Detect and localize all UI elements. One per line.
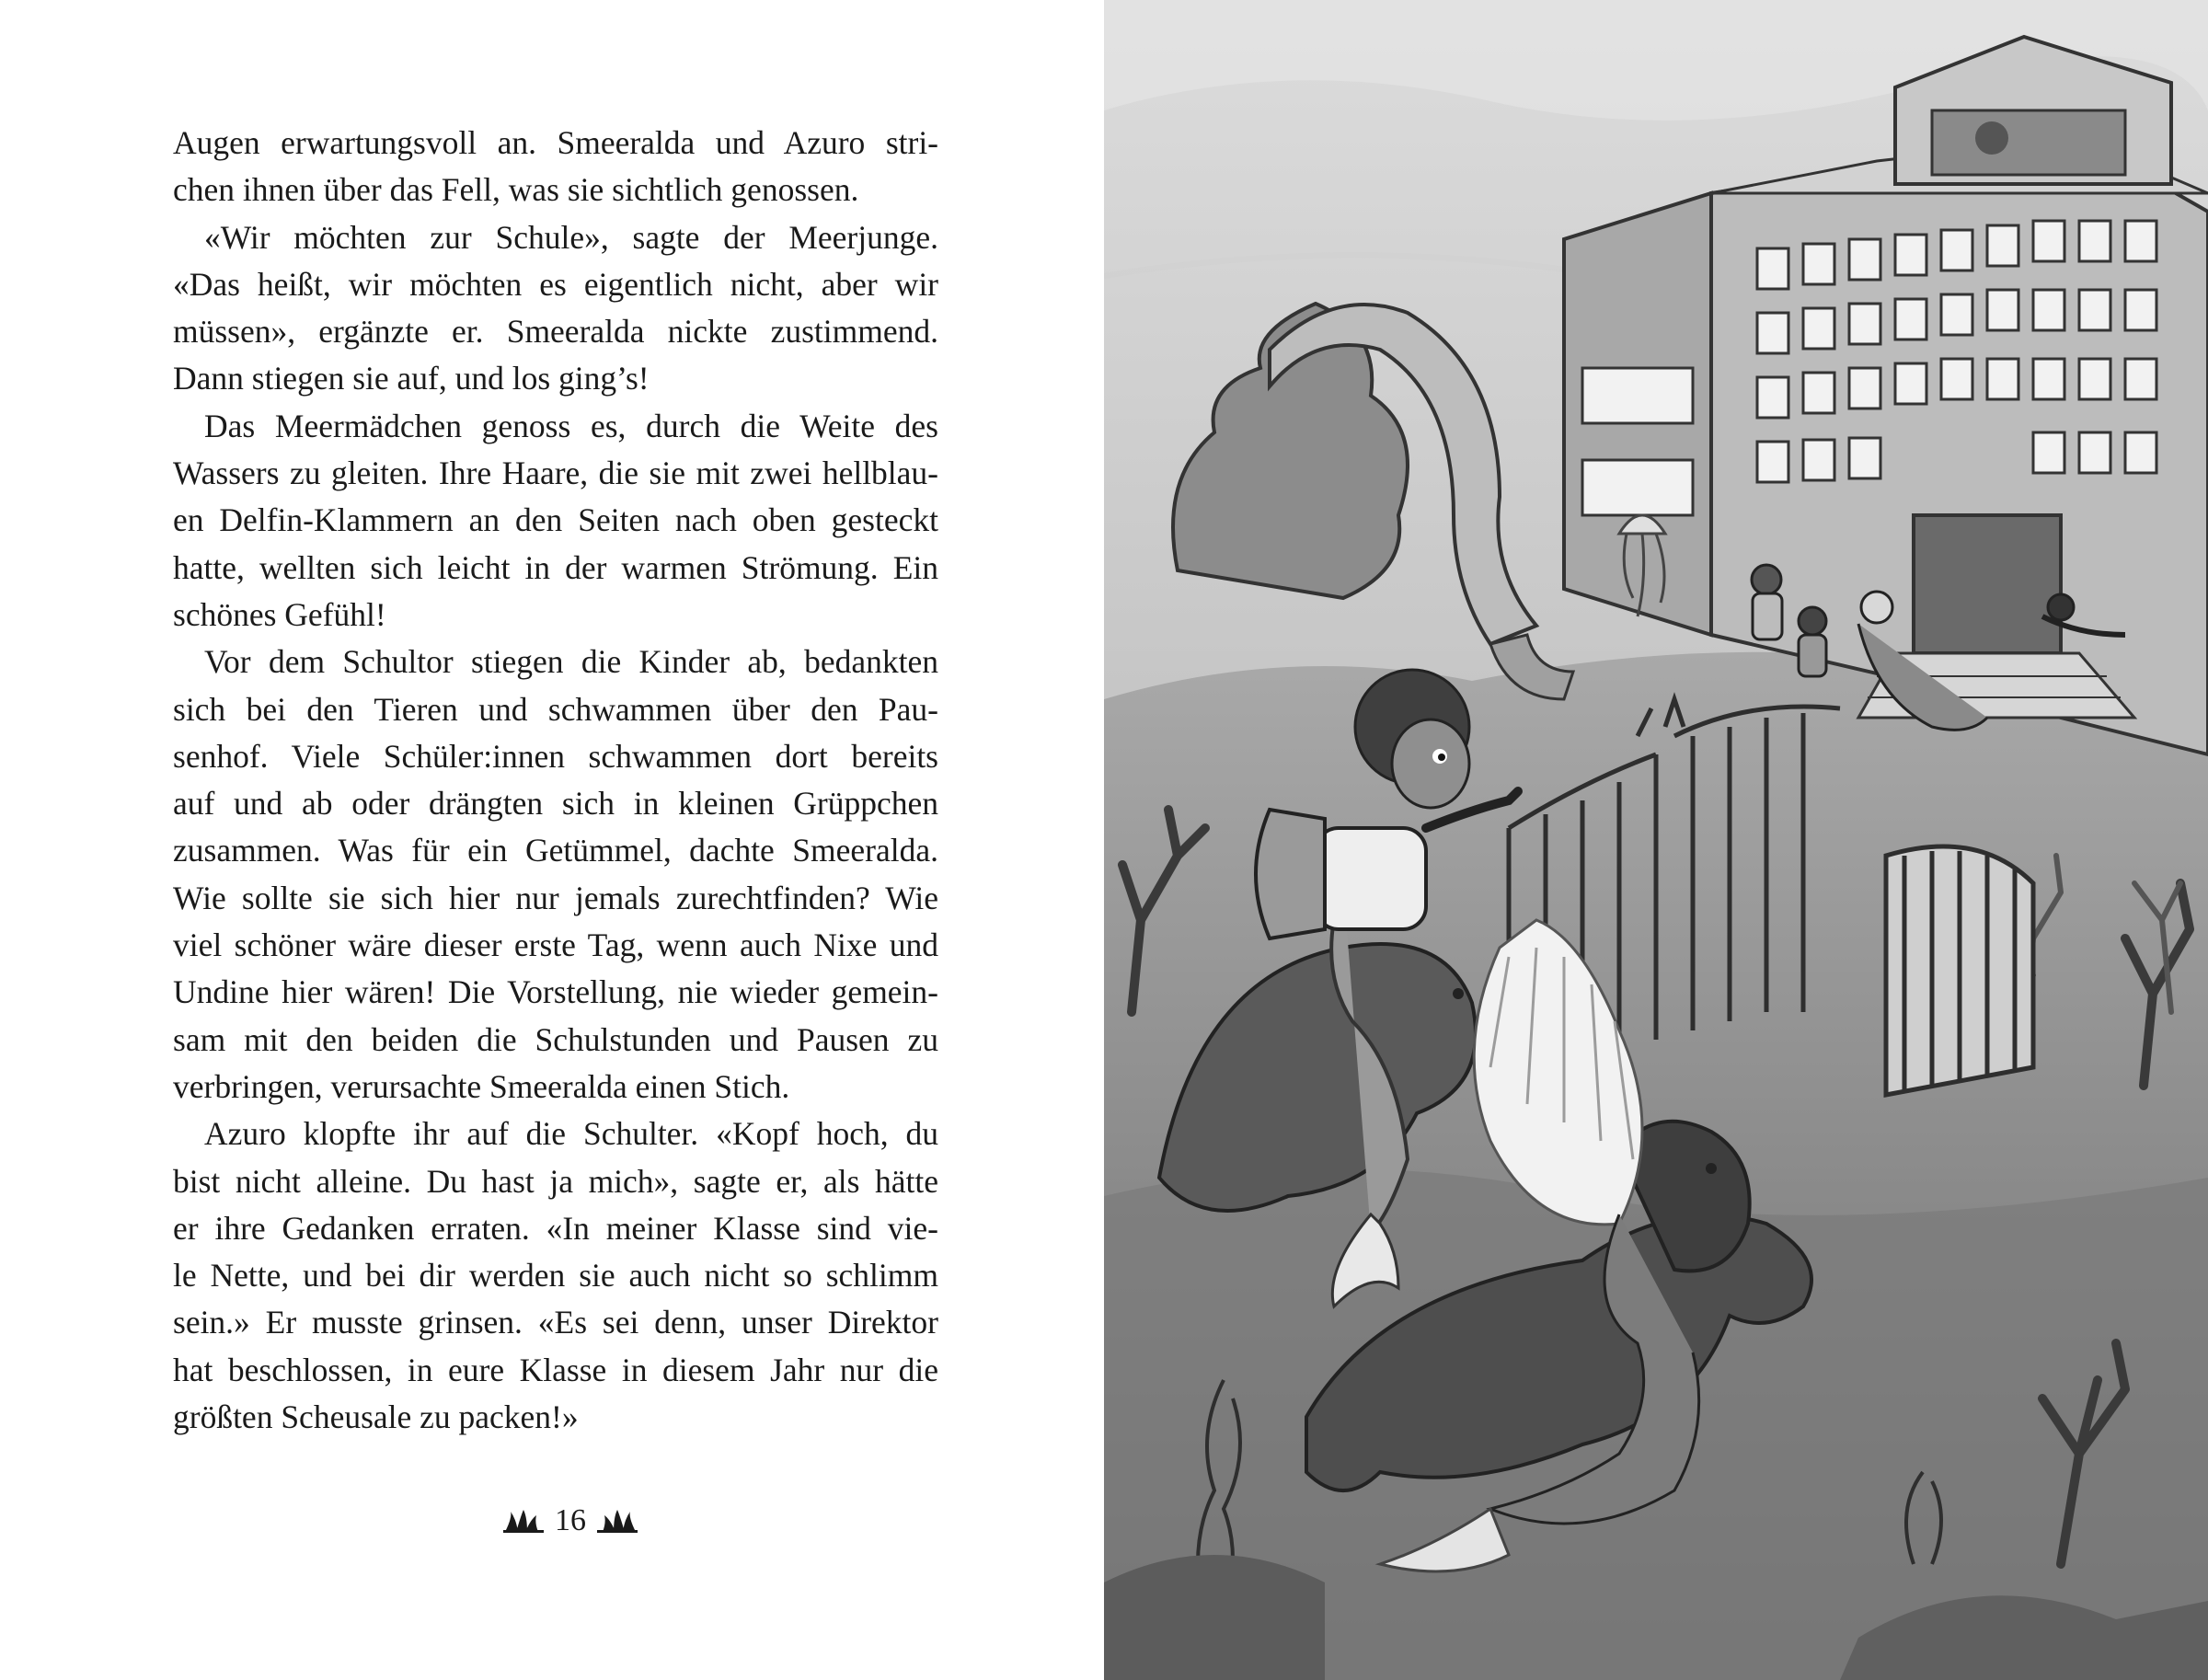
text-line: verbringen, verursachte Smeeralda einen Stich. xyxy=(173,1067,790,1105)
page-number: 16 xyxy=(555,1503,586,1537)
text-line: Dann stiegen sie auf, und los ging’s! xyxy=(173,360,650,397)
text-line: auf und ab oder drängten sich in kleinen Grüppchen xyxy=(173,785,938,823)
paragraph xyxy=(173,639,938,1110)
text-line: le Nette, und bei dir werden sie auch nicht so schlimm xyxy=(173,1257,938,1295)
text-line: bist nicht alleine. Du hast ja mich», sagte er, als hätte xyxy=(173,1162,938,1200)
text-line: müssen», ergänzte er. Smeeralda nickte zustimmend. xyxy=(173,313,938,351)
paragraph xyxy=(173,120,938,214)
page-folio xyxy=(497,1498,644,1544)
text-line: senhof. Viele Schüler:innen schwammen dort bereits xyxy=(173,737,938,775)
text-line: schönes Gefühl! xyxy=(173,595,386,633)
text-line: Augen erwartungsvoll an. Smeeralda und Azuro stri- xyxy=(173,124,938,161)
text-line: Azuro klopfte ihr auf die Schulter. «Kopf hoch, du xyxy=(204,1115,938,1153)
seaweed-ornament-icon xyxy=(503,1508,544,1534)
text-line: sich bei den Tieren und schwammen über den Pau- xyxy=(173,690,938,728)
paragraph xyxy=(173,403,938,639)
text-line: en Delfin-Klammern an den Seiten nach oben gesteckt xyxy=(173,501,938,539)
paragraph xyxy=(173,214,938,403)
text-line: viel schöner wäre dieser erste Tag, wenn auch Nixe und xyxy=(173,926,938,964)
text-line: Wassers zu gleiten. Ihre Haare, die sie mit zwei hellblau- xyxy=(173,455,938,492)
text-line: «Wir möchten zur Schule», sagte der Meerjunge. xyxy=(204,218,938,256)
text-line: «Das heißt, wir möchten es eigentlich nicht, aber wir xyxy=(173,265,938,303)
seaweed-ornament-icon xyxy=(597,1508,638,1534)
text-line: sam mit den beiden die Schulstunden und Pausen zu xyxy=(173,1020,938,1058)
illustration-page xyxy=(1104,0,2208,1680)
text-line: hat beschlossen, in eure Klasse in diesem Jahr nur die xyxy=(173,1351,938,1388)
text-line: sein.» Er musste grinsen. «Es sei denn, unser Direktor xyxy=(173,1304,938,1341)
text-line: chen ihnen über das Fell, was sie sichtlich genossen. xyxy=(173,171,859,209)
text-line: er ihre Gedanken erraten. «In meiner Klasse sind vie- xyxy=(173,1209,938,1247)
text-line: Vor dem Schultor stiegen die Kinder ab, bedankten xyxy=(204,643,938,681)
underwater-school-illustration xyxy=(1104,0,2208,1680)
text-line: größten Scheusale zu packen!» xyxy=(173,1398,579,1436)
body-text xyxy=(173,120,938,1441)
text-line: hatte, wellten sich leicht in der warmen Strömung. Ein xyxy=(173,548,938,586)
text-line: Wie sollte sie sich hier nur jemals zurechtfinden? Wie xyxy=(173,879,938,916)
paragraph xyxy=(173,1110,938,1441)
text-line: zusammen. Was für ein Getümmel, dachte Smeeralda. xyxy=(173,832,938,869)
text-line: Undine hier wären! Die Vorstellung, nie wieder gemein- xyxy=(173,973,938,1011)
text-line: Das Meermädchen genoss es, durch die Weite des xyxy=(204,407,938,444)
